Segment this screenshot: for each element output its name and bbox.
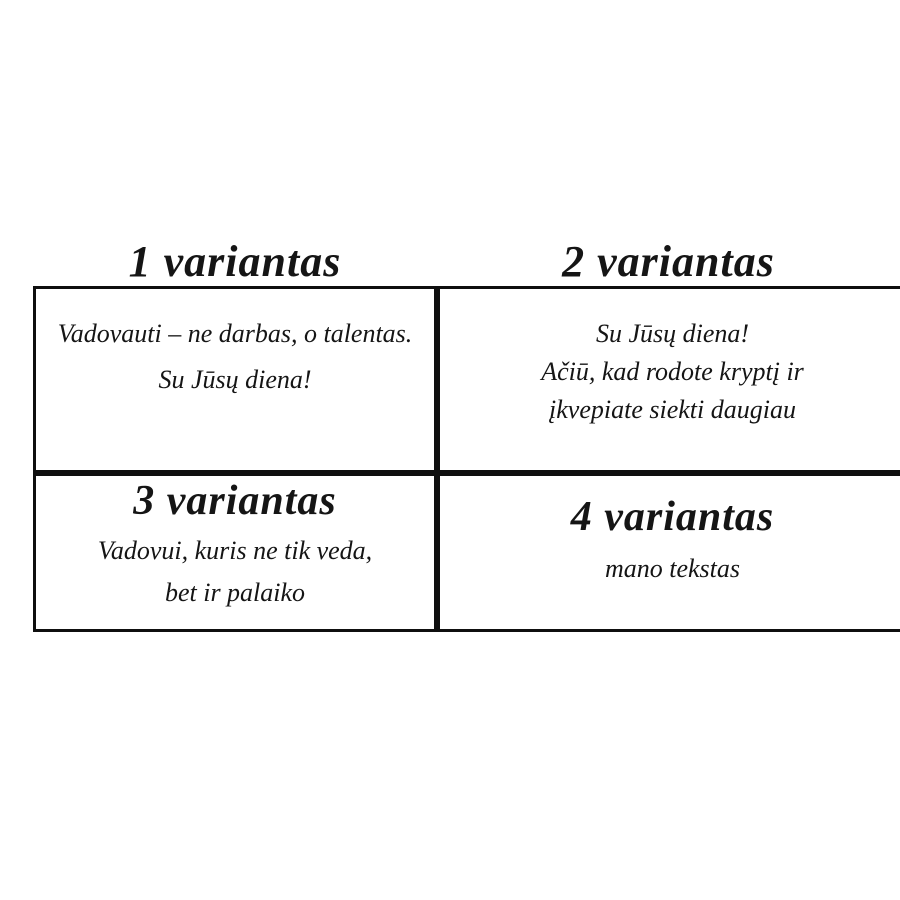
variant-2-line-1: Su Jūsų diena!: [595, 319, 750, 348]
variant-4-lines: [605, 548, 740, 590]
variant-3-lines: [98, 530, 372, 614]
variant-4-line-1: mano tekstas: [604, 554, 741, 583]
variant-2-heading: 2 variantas: [562, 236, 775, 286]
heading-col-2: [437, 226, 900, 286]
variant-1-heading: 1 variantas: [128, 236, 342, 286]
variant-3-line-2: bet ir palaiko: [164, 578, 306, 607]
variant-3-line-1: Vadovui, kuris ne tik veda,: [97, 536, 373, 565]
variant-1-line-2: Su Jūsų diena!: [158, 365, 312, 394]
variant-2-line-2: Ačiū, kad rodote kryptį ir: [541, 357, 804, 386]
heading-col-1: [33, 226, 437, 286]
variant-1-line-1: Vadovauti – ne darbas, o talentas.: [57, 319, 413, 348]
variant-2-cell: [437, 286, 900, 473]
column-headings: [33, 226, 900, 286]
variants-table: [33, 286, 900, 632]
variant-4-heading: 4 variantas: [570, 494, 775, 540]
variant-1-cell: [33, 286, 437, 473]
variant-3-cell: [33, 473, 437, 632]
variant-3-heading: 3 variantas: [133, 478, 337, 524]
variant-2-line-3: įkvepiate siekti daugiau: [549, 395, 796, 424]
variant-4-cell: [437, 473, 900, 632]
